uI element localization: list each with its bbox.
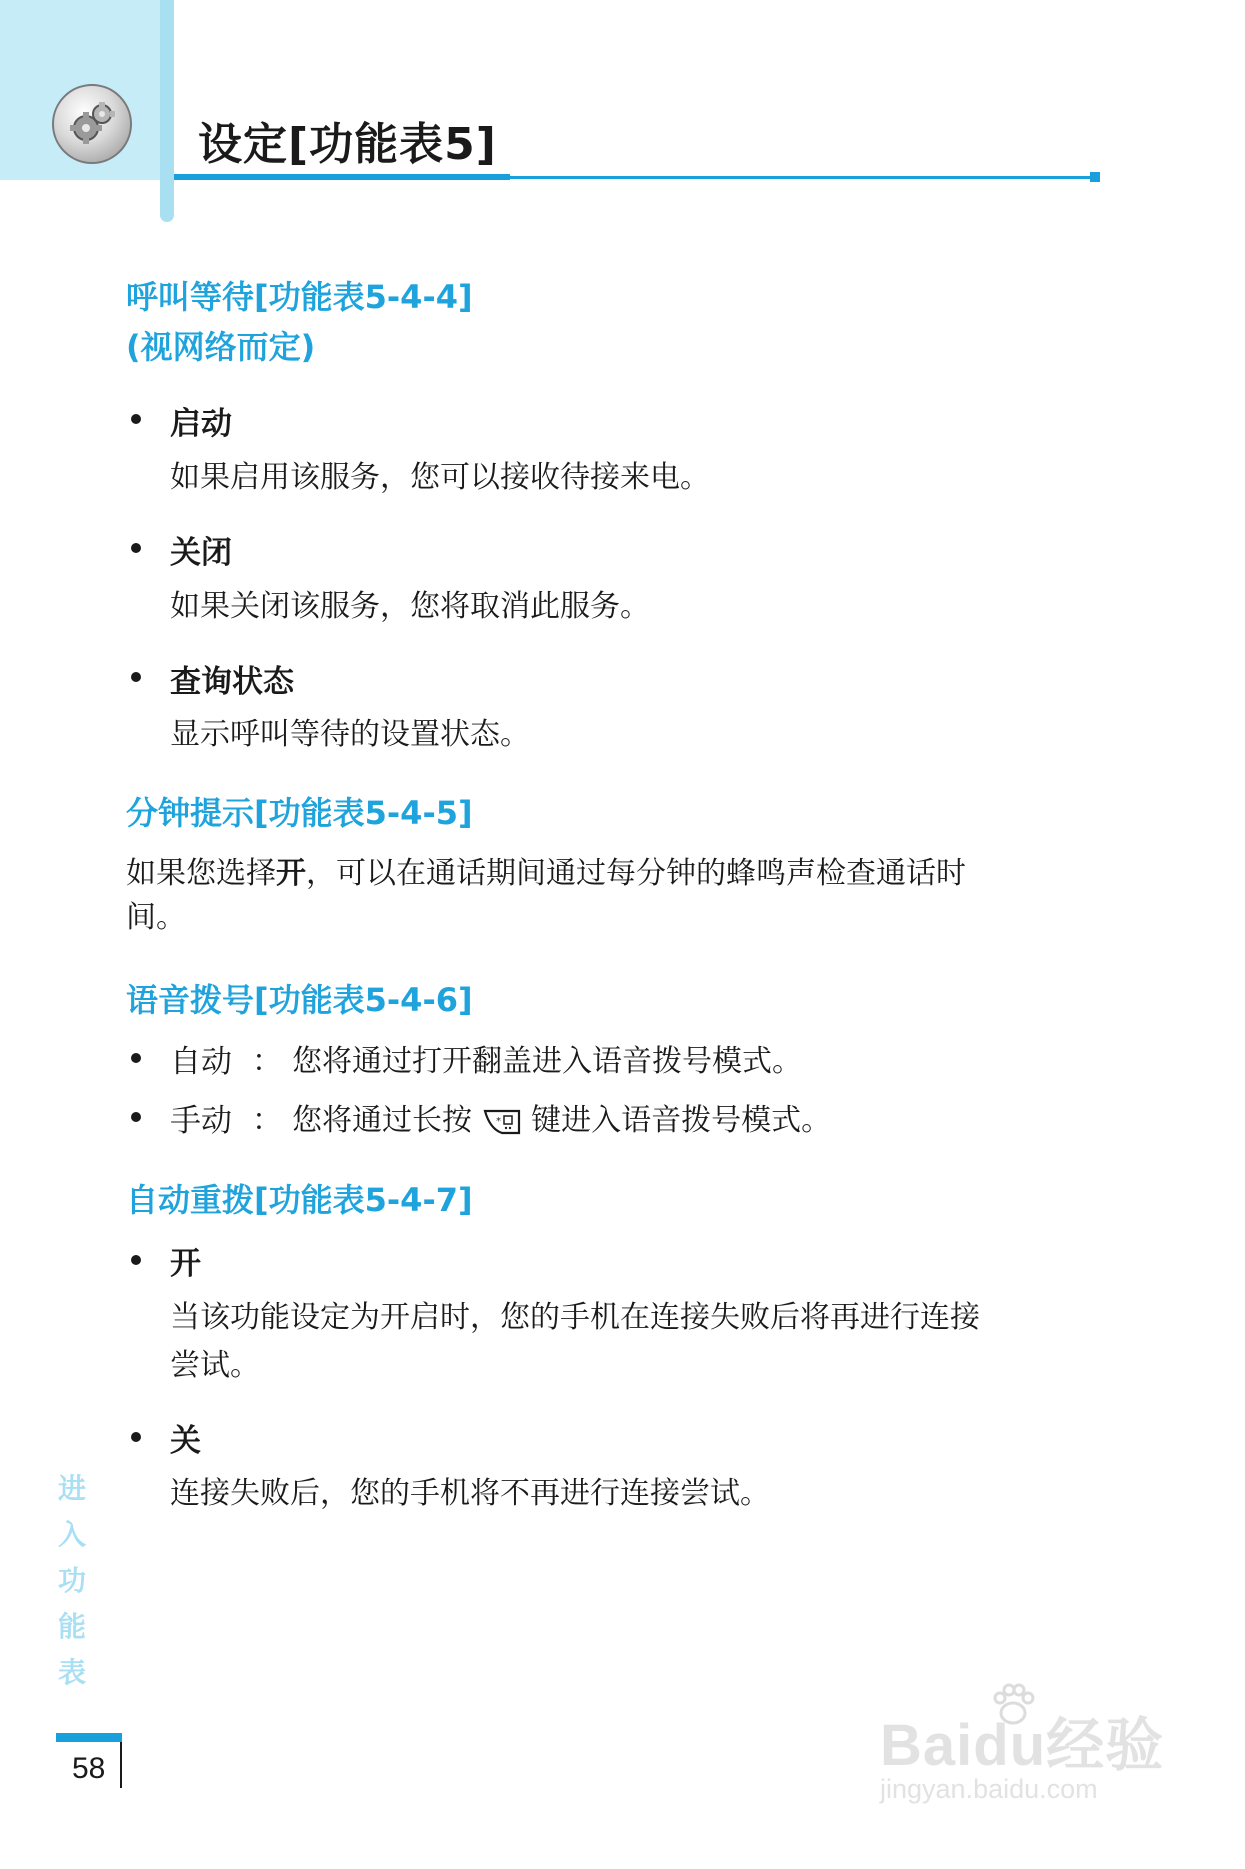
bullet <box>131 1432 141 1442</box>
option-separator: ： <box>252 1103 282 1138</box>
option-description: 显示呼叫等待的设置状态。 <box>170 717 530 752</box>
title-underline-thick <box>174 174 510 180</box>
option-label: 手动 <box>170 1103 232 1139</box>
paw-icon <box>988 1680 1038 1730</box>
sidebar-char: 入 <box>57 1518 86 1551</box>
option-description: 您将通过打开翻盖进入语音拨号模式。 <box>292 1044 802 1079</box>
gears-icon <box>52 84 132 164</box>
title-underline-end <box>1090 172 1100 182</box>
minute-alert-text <box>126 848 966 892</box>
sidebar-char: 表 <box>57 1656 86 1689</box>
option-label: 查询状态 <box>170 664 294 700</box>
sidebar-char: 进 <box>57 1472 86 1505</box>
text-segment: 键进入语音拨号模式。 <box>531 1103 832 1138</box>
option-label: 自动 <box>170 1044 232 1080</box>
voice-key-icon <box>482 1107 522 1137</box>
sidebar-char: 能 <box>57 1610 86 1643</box>
section-heading-minute-alert: 分钟提示[功能表5-4-5] <box>126 794 473 832</box>
section-heading-auto-redial: 自动重拨[功能表5-4-7] <box>126 1181 473 1219</box>
page-number-rule <box>120 1742 122 1788</box>
option-description <box>292 1095 831 1139</box>
page-number-bar <box>56 1733 122 1742</box>
watermark-brand: Bai <box>880 1713 974 1778</box>
section-heading-call-waiting: 呼叫等待[功能表5-4-4] <box>126 278 473 316</box>
section-subheading-call-waiting: (视网络而定) <box>126 328 316 366</box>
option-separator: ： <box>252 1044 282 1079</box>
text-segment: ，可以在通话期间通过每分钟的蜂鸣声检查通话时 <box>306 856 966 891</box>
sidebar-char: 功 <box>57 1564 86 1597</box>
page-title: 设定[功能表5] <box>198 119 497 170</box>
bullet <box>131 414 141 424</box>
bullet <box>131 1053 141 1063</box>
text-bold: 开 <box>276 856 306 891</box>
minute-alert-text-line2: 间。 <box>126 900 186 935</box>
watermark-brand-cn: 经验 <box>1046 1713 1165 1778</box>
option-description-line2: 尝试。 <box>170 1348 260 1383</box>
option-label: 关 <box>170 1423 201 1459</box>
text-segment: 您将通过长按 <box>292 1103 472 1138</box>
header-vertical-bar <box>160 0 174 222</box>
option-description: 当该功能设定为开启时，您的手机在连接失败后将再进行连接 <box>170 1300 980 1335</box>
option-description: 如果关闭该服务，您将取消此服务。 <box>170 589 650 624</box>
bullet <box>131 1112 141 1122</box>
watermark-url: jingyan.baidu.com <box>880 1774 1098 1804</box>
bullet <box>131 672 141 682</box>
option-label: 开 <box>170 1246 201 1282</box>
section-heading-voice-dial: 语音拨号[功能表5-4-6] <box>126 981 473 1019</box>
page-number: 58 <box>72 1752 106 1785</box>
bullet <box>131 1255 141 1265</box>
svg-text:*: * <box>495 1116 501 1127</box>
text-segment: 如果您选择 <box>126 856 276 891</box>
watermark-brand-du: du <box>973 1713 1047 1778</box>
option-label: 关闭 <box>170 535 232 571</box>
option-description: 连接失败后，您的手机将不再进行连接尝试。 <box>170 1476 770 1511</box>
option-description: 如果启用该服务，您可以接收待接来电。 <box>170 460 710 495</box>
sidebar-chapter-label <box>52 1466 92 1696</box>
option-label: 启动 <box>170 406 232 442</box>
bullet <box>131 543 141 553</box>
